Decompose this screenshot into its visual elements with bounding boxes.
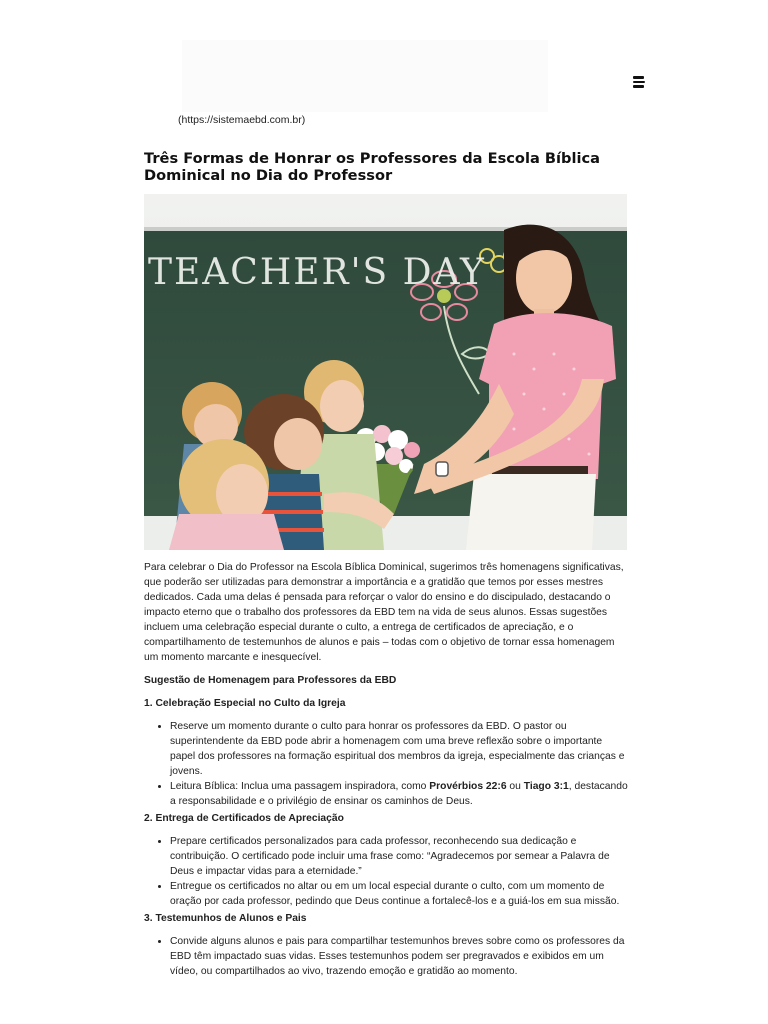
list-item-text: ou bbox=[506, 781, 524, 792]
article-body bbox=[144, 560, 628, 981]
list-item-text: Leitura Bíblica: Inclua uma passagem inspiradora, como bbox=[170, 781, 430, 792]
list-item: • Reserve um momento durante o culto para honrar os professores da EBD. O pastor ou superintendente da EBD pode abrir a homenagem com uma breve reflexão sobre o importante papel dos professores na formação espiritual dos membros da igreja, especialmente das crianças e jovens. bbox=[170, 719, 628, 779]
hero-image bbox=[144, 194, 627, 550]
list-item bbox=[170, 779, 628, 809]
board-text: TEACHER'S DAY bbox=[148, 252, 486, 293]
list-item: • Convide alguns alunos e pais para compartilhar testemunhos breves sobre como os professores da EBD têm impactado suas vidas. Esses testemunhos podem ser pregravados e exibidos em um vídeo, ou compartilhados ao vivo, trazendo emoção e gratidão ao momento. bbox=[170, 934, 628, 979]
site-logo-area[interactable] bbox=[182, 40, 548, 112]
hamburger-menu-icon[interactable] bbox=[630, 74, 648, 90]
site-url-link[interactable]: (https://sistemaebd.com.br) bbox=[178, 114, 306, 126]
list-item: • Prepare certificados personalizados para cada professor, reconhecendo sua dedicação e contribuição. O certificado pode incluir uma frase como: “Agradecemos por semear a Palavra de Deus e impactar vidas para a eternidade.” bbox=[170, 834, 628, 879]
section-title: 3. Testemunhos de Alunos e Pais bbox=[144, 913, 307, 924]
bible-reference: Tiago 3:1 bbox=[523, 781, 569, 792]
bullet-list bbox=[144, 719, 628, 809]
section-title: 2. Entrega de Certificados de Apreciação bbox=[144, 813, 344, 824]
intro-paragraph: Para celebrar o Dia do Professor na Escola Bíblica Dominical, sugerimos três homenagens significativas, que poderão ser utilizadas para demonstrar a importância e a gratidão que temos por esses mestres dedicados. Cada uma delas é pensada para reforçar o valor do ensino e do discipulado, destacando o impacto eterno que o trabalho dos professores da EBD tem na vida de seus alunos. Essas sugestões incluem uma celebração especial durante o culto, a entrega de certificados de apreciação, e o compartilhamento de testemunhos de alunos e pais – todas com o objetivo de tornar essa homenagem um momento marcante e inesquecível. bbox=[144, 562, 624, 663]
list-item-text: , destacando a responsabilidade e o privilégio de ensinar os caminhos de Deus. bbox=[170, 781, 628, 807]
section-title: 1. Celebração Especial no Culto da Igreja bbox=[144, 698, 346, 709]
bible-reference: Provérbios 22:6 bbox=[429, 781, 507, 792]
article-title: Três Formas de Honrar os Professores da Escola Bíblica Dominical no Dia do Professor bbox=[144, 150, 600, 184]
subheading: Sugestão de Homenagem para Professores da EBD bbox=[144, 675, 397, 686]
bullet-list bbox=[144, 834, 628, 909]
bullet-list bbox=[144, 934, 628, 979]
list-item: • Entregue os certificados no altar ou em um local especial durante o culto, com um momento de oração por cada professor, pedindo que Deus continue a fortalecê-los e a guiá-los em sua missão. bbox=[170, 879, 628, 909]
